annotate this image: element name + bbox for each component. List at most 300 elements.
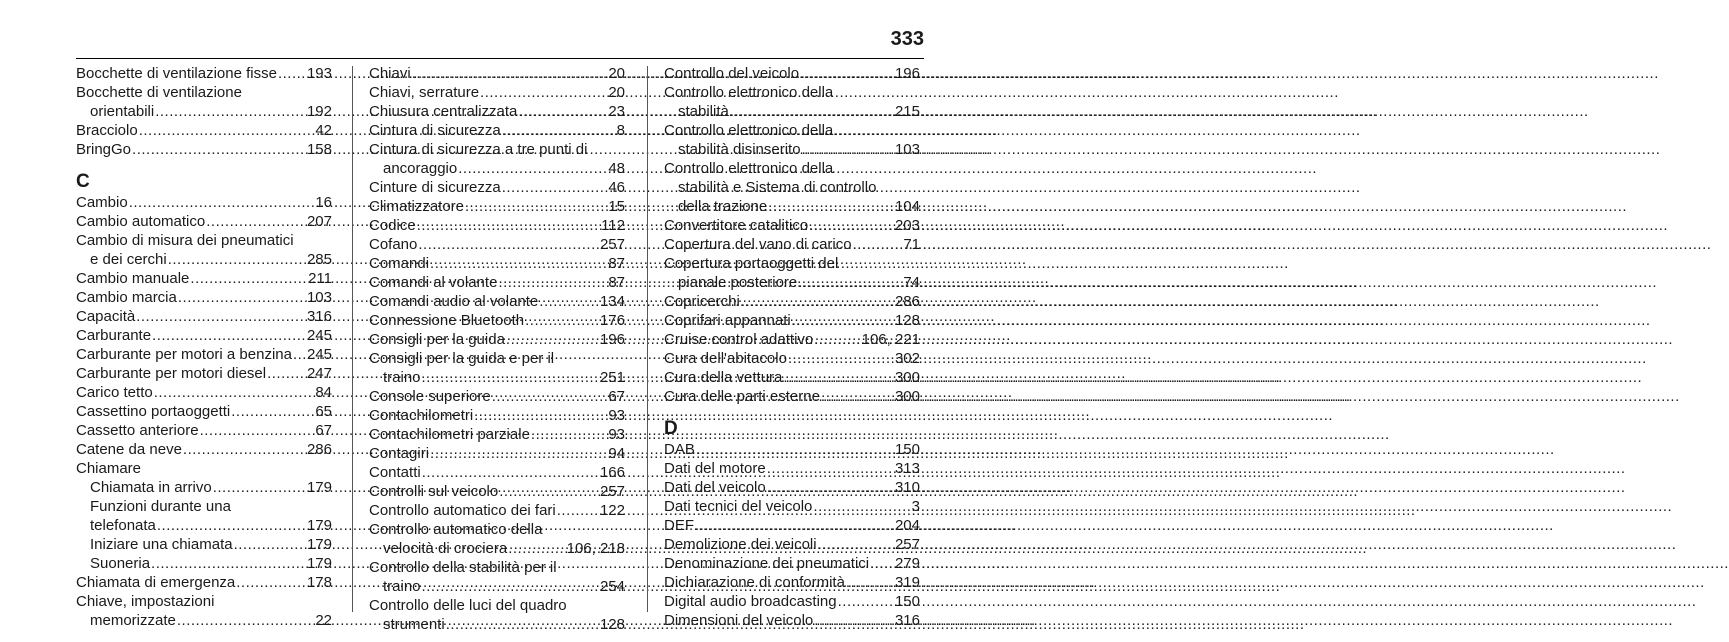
dot-leader	[293, 345, 306, 364]
dot-leader	[783, 368, 894, 387]
dot-leader	[267, 364, 306, 383]
index-entry	[76, 364, 332, 383]
index-entry	[76, 307, 332, 326]
index-entry-line	[76, 478, 332, 497]
index-term: Carburante	[76, 327, 152, 344]
index-entry	[369, 178, 625, 197]
dot-leader	[139, 121, 315, 140]
index-term: Controllo elettronico della	[664, 84, 834, 101]
dot-leader	[480, 83, 607, 102]
index-term: Cambio	[76, 194, 128, 211]
index-entry-line	[76, 440, 332, 459]
page-reference: 3	[911, 498, 920, 515]
index-term: Comandi al volante	[369, 274, 498, 291]
index-entry-line	[369, 292, 625, 311]
dot-leader	[422, 368, 599, 387]
page-reference: 178	[306, 574, 332, 591]
index-entry-line	[76, 421, 332, 440]
index-term: Console superiore	[369, 388, 491, 405]
index-term: Cruise control adattivo	[664, 331, 814, 348]
index-term: Carburante per motori diesel	[76, 365, 267, 382]
dot-leader	[813, 497, 910, 516]
dot-leader	[465, 197, 607, 216]
index-entry-line	[369, 406, 625, 425]
index-term: Cintura di sicurezza	[369, 122, 501, 139]
index-entry	[664, 235, 920, 254]
index-term: Cura delle parti esterne	[664, 388, 820, 405]
index-entry-line	[369, 273, 625, 292]
page-reference: 286	[306, 441, 332, 458]
page-reference: 134	[599, 293, 625, 310]
index-entry-line	[664, 535, 920, 554]
index-entry-line	[369, 596, 625, 615]
index-entry	[76, 421, 332, 440]
index-entry-line	[369, 102, 625, 121]
page-reference: 285	[306, 251, 332, 268]
index-entry-line	[76, 345, 332, 364]
index-entry	[664, 349, 920, 368]
header-rule	[76, 58, 924, 59]
index-entry-line	[664, 611, 920, 630]
dot-leader	[492, 387, 608, 406]
index-entry-line	[664, 216, 920, 235]
index-entry-line	[369, 64, 625, 83]
dot-leader	[798, 273, 902, 292]
index-entry-line	[76, 459, 332, 478]
page-reference: 20	[608, 84, 625, 101]
index-entry	[369, 83, 625, 102]
index-term: orientabili	[90, 103, 155, 120]
index-entry	[76, 64, 332, 83]
index-entry-line	[369, 368, 625, 387]
index-entry-line	[369, 121, 625, 140]
index-entry-line	[369, 140, 625, 159]
index-entry	[369, 216, 625, 235]
index-term: Convertitore catalitico	[664, 217, 809, 234]
index-entry-line	[369, 197, 625, 216]
page-reference: 196	[894, 65, 920, 82]
index-entry	[76, 345, 332, 364]
page-reference: 128	[894, 312, 920, 329]
dot-leader	[154, 383, 315, 402]
dot-leader	[446, 615, 599, 634]
index-entry	[664, 554, 920, 573]
index-entry	[76, 573, 332, 592]
index-entry	[664, 459, 920, 478]
dot-leader	[132, 140, 306, 159]
page-reference: 319	[894, 574, 920, 591]
index-entry-line	[664, 102, 920, 121]
index-entry-line	[664, 235, 920, 254]
index-entry-line	[76, 554, 332, 573]
index-term: Iniziare una chiamata	[90, 536, 233, 553]
page-reference: 106, 221	[861, 331, 920, 348]
index-term: Cinture di sicurezza	[369, 179, 501, 196]
index-term: BringGo	[76, 141, 132, 158]
index-entry	[76, 193, 332, 212]
index-entry-line	[664, 197, 920, 216]
page-reference: 251	[599, 369, 625, 386]
index-term: Copertura portaoggetti del	[664, 255, 839, 272]
index-entry-line	[76, 121, 332, 140]
page-reference: 245	[306, 327, 332, 344]
index-term: Suoneria	[90, 555, 151, 572]
index-entry-line	[76, 140, 332, 159]
dot-leader	[200, 421, 315, 440]
index-entry-line	[76, 402, 332, 421]
index-term: Chiamata in arrivo	[90, 479, 212, 496]
index-entry	[664, 387, 920, 406]
dot-leader	[412, 64, 608, 83]
index-entry-line	[76, 83, 332, 102]
index-entry-line	[76, 231, 332, 250]
index-entry	[76, 83, 332, 121]
page-reference: 207	[306, 213, 332, 230]
index-entry	[76, 212, 332, 231]
index-entry	[664, 64, 920, 83]
index-term: Controllo del veicolo	[664, 65, 800, 82]
dot-leader	[506, 330, 599, 349]
dot-leader	[190, 269, 307, 288]
index-column-2	[369, 64, 625, 634]
index-term: Chiamare	[76, 460, 142, 477]
page-reference: 166	[599, 464, 625, 481]
page-reference: 128	[599, 616, 625, 633]
index-entry-line	[76, 269, 332, 288]
index-entry	[369, 254, 625, 273]
index-entry	[369, 121, 625, 140]
page-reference: 71	[903, 236, 920, 253]
page-reference: 103	[306, 289, 332, 306]
index-entry-line	[369, 235, 625, 254]
index-term: Cambio automatico	[76, 213, 206, 230]
index-term: Consigli per la guida	[369, 331, 505, 348]
dot-leader	[213, 478, 306, 497]
index-term: ancoraggio	[383, 160, 458, 177]
index-entry	[369, 425, 625, 444]
index-entry-line	[76, 592, 332, 611]
index-entry	[369, 501, 625, 520]
index-entry-line	[664, 311, 920, 330]
dot-leader	[502, 178, 608, 197]
index-term: Chiamata di emergenza	[76, 574, 236, 591]
dot-leader	[870, 554, 894, 573]
page-reference: 179	[306, 555, 332, 572]
index-entry	[76, 140, 332, 159]
page-reference: 42	[315, 122, 332, 139]
page-reference: 104	[894, 198, 920, 215]
index-entry	[369, 349, 625, 387]
index-entry	[76, 478, 332, 497]
index-term: e dei cerchi	[90, 251, 167, 268]
dot-leader	[177, 611, 314, 630]
column-divider	[647, 66, 648, 612]
dot-leader	[430, 254, 607, 273]
page-reference: 313	[894, 460, 920, 477]
index-entry	[664, 478, 920, 497]
page-reference: 15	[608, 198, 625, 215]
index-term: Controllo della stabilità per il	[369, 559, 557, 576]
dot-leader	[809, 216, 894, 235]
index-entry-line	[664, 554, 920, 573]
index-entry-line	[76, 193, 332, 212]
index-entry	[664, 497, 920, 516]
index-entry-line	[369, 558, 625, 577]
page-reference: 203	[894, 217, 920, 234]
dot-leader	[814, 330, 860, 349]
page-reference: 245	[306, 346, 332, 363]
index-entry-line	[369, 387, 625, 406]
index-entry	[664, 516, 920, 535]
index-entry-line	[664, 592, 920, 611]
index-entry-line	[76, 250, 332, 269]
index-term: Controllo elettronico della	[664, 122, 834, 139]
index-entry-line	[76, 307, 332, 326]
index-entry-line	[369, 615, 625, 634]
index-entry	[76, 269, 332, 288]
index-term: Dati del veicolo	[664, 479, 766, 496]
index-entry	[76, 459, 332, 478]
dot-leader	[818, 535, 894, 554]
index-term: Demolizione dei veicoli	[664, 536, 817, 553]
index-term: Comandi audio al volante	[369, 293, 539, 310]
index-term: Cambio marcia	[76, 289, 177, 306]
index-entry-line	[664, 83, 920, 102]
index-entry-line	[664, 159, 920, 178]
dot-leader	[422, 577, 599, 596]
dot-leader	[508, 539, 565, 558]
dot-leader	[695, 516, 894, 535]
index-entry	[664, 254, 920, 292]
index-entry-line	[76, 326, 332, 345]
index-entry	[664, 292, 920, 311]
dot-leader	[730, 102, 894, 121]
page-reference: 257	[894, 536, 920, 553]
index-term: strumenti	[383, 616, 445, 633]
dot-leader	[430, 444, 607, 463]
index-entry-line	[664, 478, 920, 497]
index-term: Dimensioni del veicolo	[664, 612, 814, 629]
index-term: traino	[383, 369, 421, 386]
index-term: Chiave, impostazioni	[76, 593, 215, 610]
page-reference: 247	[306, 365, 332, 382]
page-reference: 74	[903, 274, 920, 291]
index-term: della trazione	[678, 198, 768, 215]
index-term: Bocchette di ventilazione fisse	[76, 65, 277, 82]
index-term: Controllo delle luci del quadro	[369, 597, 567, 614]
page-reference: 84	[315, 384, 332, 401]
index-entry	[76, 402, 332, 421]
index-entry-line	[664, 459, 920, 478]
index-entry	[76, 535, 332, 554]
index-entry-line	[664, 440, 920, 459]
index-term: Climatizzatore	[369, 198, 465, 215]
page-reference: 103	[894, 141, 920, 158]
index-entry	[369, 444, 625, 463]
index-entry	[664, 311, 920, 330]
index-term: Controllo automatico della	[369, 521, 543, 538]
index-entry-line	[664, 497, 920, 516]
index-entry-line	[369, 83, 625, 102]
index-term: Cassettino portaoggetti	[76, 403, 231, 420]
index-term: Cura della vettura	[664, 369, 783, 386]
index-entry	[664, 121, 920, 159]
dot-leader	[853, 235, 903, 254]
dot-leader	[838, 592, 894, 611]
index-term: stabilità disinserito	[678, 141, 801, 158]
index-entry-line	[369, 539, 625, 558]
index-entry-line	[76, 102, 332, 121]
dot-leader	[474, 406, 607, 425]
page-reference: 179	[306, 536, 332, 553]
page-reference: 8	[616, 122, 625, 139]
index-term: Carburante per motori a benzina	[76, 346, 292, 363]
index-entry	[664, 535, 920, 554]
page-reference: 150	[894, 593, 920, 610]
index-term: stabilità e Sistema di controllo	[678, 179, 877, 196]
index-term: Cura dell'abitacolo	[664, 350, 787, 367]
dot-leader	[178, 288, 306, 307]
index-term: Capacità	[76, 308, 136, 325]
index-term: Cambio manuale	[76, 270, 190, 287]
dot-leader	[502, 121, 616, 140]
page-reference: 150	[894, 441, 920, 458]
page-reference: 122	[599, 502, 625, 519]
page-reference: 176	[599, 312, 625, 329]
page-reference: 254	[599, 578, 625, 595]
page-reference: 211	[308, 270, 332, 287]
index-entry	[369, 463, 625, 482]
dot-leader	[696, 440, 894, 459]
dot-leader	[458, 159, 607, 178]
index-entry-line	[369, 216, 625, 235]
index-entry-line	[76, 212, 332, 231]
page-reference: 67	[608, 388, 625, 405]
index-term: Copricerchi	[664, 293, 740, 310]
index-term: Contagiri	[369, 445, 430, 462]
index-term: pianale posteriore	[678, 274, 798, 291]
page-reference: 179	[306, 517, 332, 534]
index-entry-line	[664, 292, 920, 311]
index-term: Coprifari appannati	[664, 312, 791, 329]
index-entry	[369, 140, 625, 178]
index-entry-line	[664, 349, 920, 368]
index-entry-line	[664, 330, 920, 349]
page-reference: 22	[315, 612, 332, 629]
dot-leader	[168, 250, 306, 269]
index-term: Chiavi	[369, 65, 411, 82]
dot-leader	[157, 516, 306, 535]
page-reference: 112	[601, 217, 625, 234]
index-entry	[76, 554, 332, 573]
index-term: Controllo elettronico della	[664, 160, 834, 177]
page-reference: 46	[608, 179, 625, 196]
index-entry	[76, 440, 332, 459]
index-term: Comandi	[369, 255, 430, 272]
index-term: Cassetto anteriore	[76, 422, 199, 439]
index-term: Cofano	[369, 236, 418, 253]
index-entry-line	[664, 254, 920, 273]
index-term: Denominazione dei pneumatici	[664, 555, 870, 572]
index-term: Catene da neve	[76, 441, 182, 458]
index-entry	[664, 573, 920, 592]
index-entry-line	[369, 425, 625, 444]
index-entry-line	[76, 516, 332, 535]
index-entry	[369, 330, 625, 349]
index-term: Bracciolo	[76, 122, 138, 139]
index-entry-line	[76, 573, 332, 592]
page-reference: 65	[315, 403, 332, 420]
index-entry-line	[369, 577, 625, 596]
index-entry	[76, 497, 332, 535]
dot-leader	[518, 102, 607, 121]
index-entry	[664, 592, 920, 611]
page-reference: 179	[306, 479, 332, 496]
index-term: Bocchette di ventilazione	[76, 84, 242, 101]
dot-leader	[136, 307, 306, 326]
index-entry	[664, 159, 920, 216]
index-entry	[664, 611, 920, 630]
dot-leader	[792, 311, 894, 330]
page-reference: 316	[306, 308, 332, 325]
index-entry	[369, 520, 625, 558]
index-entry-line	[369, 349, 625, 368]
index-column-3	[664, 64, 920, 630]
index-term: Contatti	[369, 464, 421, 481]
index-entry	[76, 592, 332, 630]
index-term: Copertura del vano di carico	[664, 236, 852, 253]
index-term: memorizzate	[90, 612, 176, 629]
index-entry-line	[369, 254, 625, 273]
index-term: Controlli sul veicolo	[369, 483, 499, 500]
dot-leader	[767, 459, 894, 478]
index-entry-line	[664, 516, 920, 535]
index-entry-line	[664, 387, 920, 406]
page-reference: 215	[894, 103, 920, 120]
page-reference: 158	[306, 141, 332, 158]
index-entry-line	[76, 611, 332, 630]
index-term: Carico tetto	[76, 384, 153, 401]
index-entry	[369, 558, 625, 596]
dot-leader	[129, 193, 315, 212]
index-entry-line	[664, 140, 920, 159]
dot-leader	[767, 478, 894, 497]
page-reference: 286	[894, 293, 920, 310]
index-term: Dichiarazione di conformità	[664, 574, 845, 591]
index-entry	[369, 292, 625, 311]
index-entry	[369, 273, 625, 292]
dot-leader	[234, 535, 306, 554]
page-reference: 196	[599, 331, 625, 348]
index-entry-line	[664, 64, 920, 83]
index-entry-line	[369, 520, 625, 539]
dot-leader	[236, 573, 306, 592]
index-entry-line	[664, 573, 920, 592]
index-term: Chiusura centralizzata	[369, 103, 518, 120]
dot-leader	[417, 216, 600, 235]
index-entry	[369, 102, 625, 121]
dot-leader	[802, 140, 894, 159]
index-entry-line	[664, 273, 920, 292]
index-entry-line	[664, 121, 920, 140]
index-entry-line	[76, 383, 332, 402]
index-entry	[369, 311, 625, 330]
index-entry-line	[76, 535, 332, 554]
page-reference: 23	[608, 103, 625, 120]
index-entry-line	[76, 364, 332, 383]
dot-leader	[278, 64, 306, 83]
page-reference: 192	[306, 103, 332, 120]
